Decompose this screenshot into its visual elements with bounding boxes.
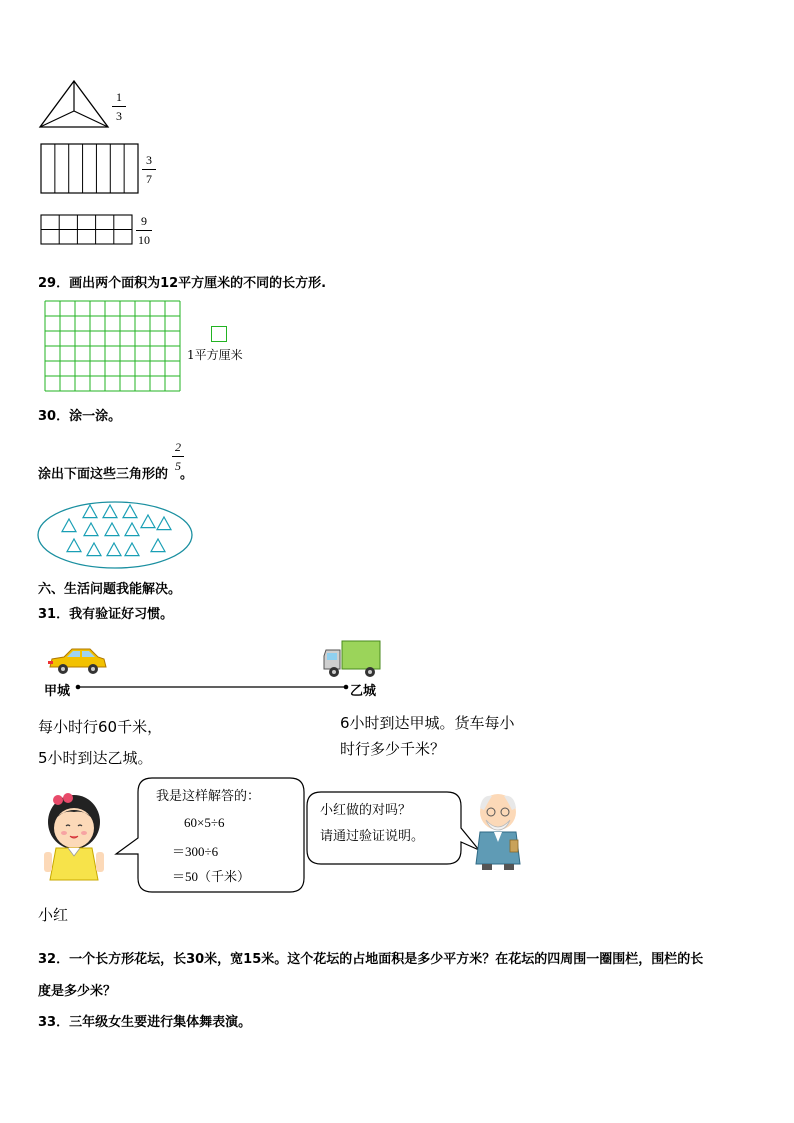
girl-name-label: 小红 [38, 906, 69, 924]
girl-bubble-intro: 我是这样解答的： [156, 789, 261, 804]
rectangle-ten-parts [40, 214, 134, 246]
car-info-line1: 每小时行60千米， [38, 718, 163, 736]
triangle-shape[interactable] [105, 523, 119, 536]
fraction-denominator: 7 [146, 172, 152, 186]
triangle-shape[interactable] [151, 539, 165, 552]
q30-instruction-post: 。 [180, 467, 194, 482]
fraction-one-third [112, 90, 126, 123]
triangle-shape[interactable] [157, 517, 171, 530]
fraction-numerator: 2 [175, 440, 181, 454]
triangle-shape[interactable] [103, 505, 117, 518]
square-grid[interactable] [44, 300, 184, 392]
triangle-shape[interactable] [87, 543, 101, 556]
fraction-numerator: 1 [116, 90, 122, 104]
truck-info-line2: 时行多少千米？ [340, 740, 446, 758]
question-32-line2: 度是多少米？ [38, 984, 117, 999]
fraction-numerator: 9 [141, 214, 147, 228]
fraction-three-sevenths [142, 153, 156, 186]
question-33: 33．三年级女生要进行集体舞表演。 [38, 1015, 252, 1030]
rectangle-seven-parts [40, 143, 140, 195]
triangle-shape[interactable] [83, 505, 97, 518]
fraction-denominator: 5 [175, 459, 181, 473]
unit-square [211, 326, 227, 342]
teacher-bubble-line2: 请通过验证说明。 [320, 829, 425, 844]
route-line [74, 682, 350, 692]
teacher-bubble-line1: 小红做的对吗？ [320, 803, 412, 818]
triangle-shape[interactable] [123, 505, 137, 518]
triangle-shape[interactable] [67, 539, 81, 552]
calc-line1: 60×5÷6 [184, 815, 225, 830]
car-info-line2: 5小时到达乙城。 [38, 749, 153, 767]
truck-icon [322, 638, 382, 680]
fraction-two-fifths [172, 440, 184, 473]
calc-line3: ＝50（千米） [172, 869, 251, 884]
triangle-shape[interactable] [84, 523, 98, 536]
triangle-shape[interactable] [125, 543, 139, 556]
triangle-shape[interactable] [125, 523, 139, 536]
question-31: 31．我有验证好习惯。 [38, 607, 174, 622]
city-b-label: 乙城 [350, 684, 377, 699]
grandpa-illustration [470, 790, 526, 872]
fraction-denominator: 3 [116, 109, 122, 123]
car-icon [46, 645, 108, 677]
triangle-group[interactable] [36, 500, 196, 572]
q30-instruction [38, 463, 193, 482]
question-30: 30．涂一涂。 [38, 409, 122, 424]
girl-illustration [38, 786, 112, 882]
triangle-figure [38, 78, 110, 130]
unit-square-label: 1平方厘米 [187, 348, 243, 362]
triangle-shape[interactable] [107, 543, 121, 556]
section-six-title: 六、生活问题我能解决。 [38, 582, 182, 597]
triangle-shape[interactable] [62, 519, 76, 532]
calc-line2: ＝300÷6 [172, 844, 219, 859]
city-a-label: 甲城 [44, 684, 71, 699]
triangle-shape[interactable] [141, 515, 155, 528]
fraction-nine-tenths [136, 214, 152, 247]
question-29: 29．画出两个面积为12平方厘米的不同的长方形. [38, 276, 327, 291]
truck-info-line1: 6小时到达甲城。货车每小 [340, 714, 515, 732]
fraction-numerator: 3 [146, 153, 152, 167]
q30-instruction-pre: 涂出下面这些三角形的 [38, 467, 169, 482]
fraction-denominator: 10 [138, 233, 150, 247]
question-32-line1: 32．一个长方形花坛，长30米，宽15米。这个花坛的占地面积是多少平方米？在花坛的四周围一圈围栏，围栏的长 [38, 952, 704, 967]
